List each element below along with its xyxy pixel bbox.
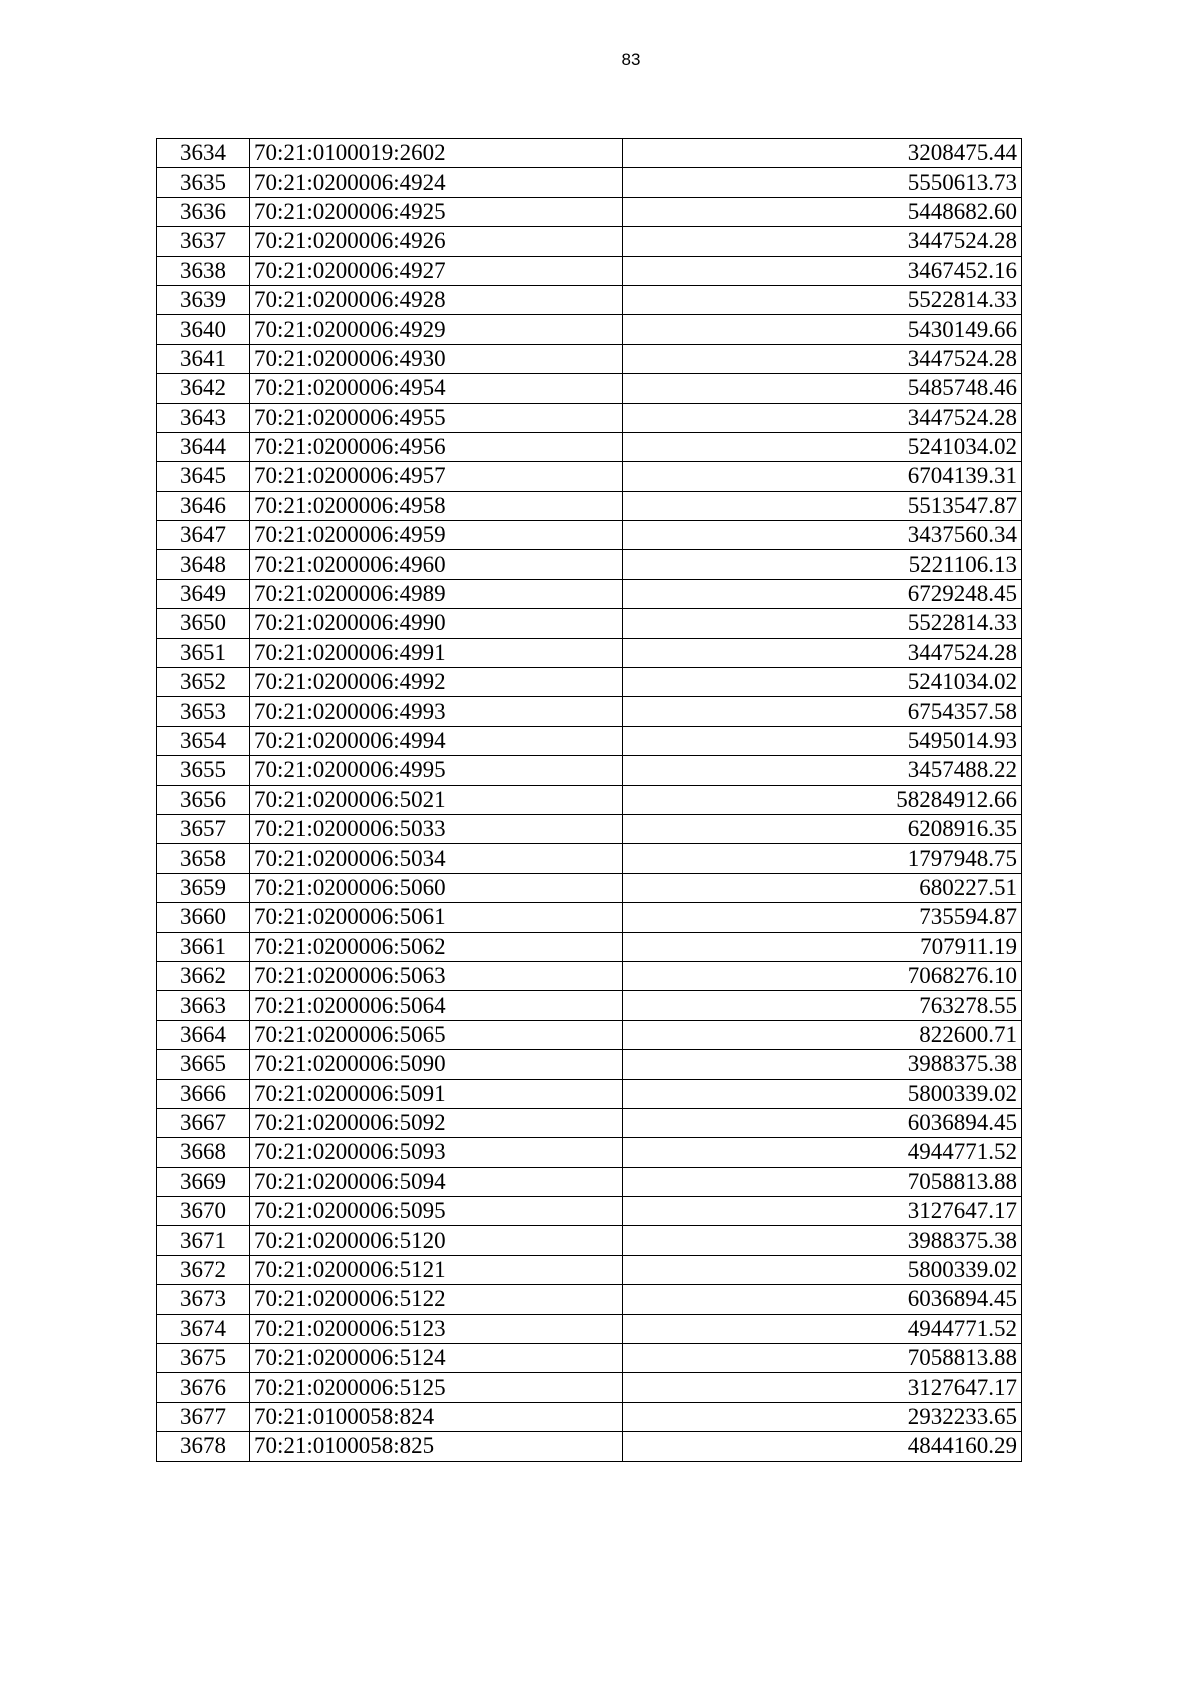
table-row xyxy=(157,491,1022,520)
row-number-cell: 3660 xyxy=(157,903,250,932)
table-row xyxy=(157,1373,1022,1402)
cadastral-value-cell: 5800339.02 xyxy=(623,1079,1022,1108)
cadastral-number-cell: 70:21:0200006:5090 xyxy=(250,1050,623,1079)
table-row xyxy=(157,285,1022,314)
table-row xyxy=(157,844,1022,873)
table-row xyxy=(157,139,1022,168)
cadastral-number-cell: 70:21:0200006:4925 xyxy=(250,197,623,226)
cadastral-value-cell: 3467452.16 xyxy=(623,256,1022,285)
cadastral-value-cell: 5430149.66 xyxy=(623,315,1022,344)
table-row xyxy=(157,756,1022,785)
cadastral-value-cell: 4844160.29 xyxy=(623,1432,1022,1461)
table-row xyxy=(157,1108,1022,1137)
row-number-cell: 3677 xyxy=(157,1402,250,1431)
table-row xyxy=(157,873,1022,902)
row-number-cell: 3670 xyxy=(157,1197,250,1226)
table-row xyxy=(157,1314,1022,1343)
table-row xyxy=(157,168,1022,197)
cadastral-number-cell: 70:21:0200006:5033 xyxy=(250,814,623,843)
cadastral-value-cell: 5522814.33 xyxy=(623,285,1022,314)
table-row xyxy=(157,814,1022,843)
row-number-cell: 3672 xyxy=(157,1255,250,1284)
row-number-cell: 3644 xyxy=(157,432,250,461)
cadastral-number-cell: 70:21:0200006:4928 xyxy=(250,285,623,314)
cadastral-value-cell: 5800339.02 xyxy=(623,1255,1022,1284)
row-number-cell: 3665 xyxy=(157,1050,250,1079)
row-number-cell: 3645 xyxy=(157,462,250,491)
cadastral-value-cell: 6036894.45 xyxy=(623,1285,1022,1314)
cadastral-value-cell: 3127647.17 xyxy=(623,1197,1022,1226)
table-row xyxy=(157,1432,1022,1461)
row-number-cell: 3663 xyxy=(157,991,250,1020)
table-row xyxy=(157,1138,1022,1167)
table-row xyxy=(157,726,1022,755)
table-row xyxy=(157,1020,1022,1049)
cadastral-value-cell: 5550613.73 xyxy=(623,168,1022,197)
cadastral-number-cell: 70:21:0200006:4995 xyxy=(250,756,623,785)
table-row xyxy=(157,344,1022,373)
table-row xyxy=(157,1079,1022,1108)
cadastral-value-cell: 1797948.75 xyxy=(623,844,1022,873)
cadastral-value-cell: 5221106.13 xyxy=(623,550,1022,579)
cadastral-value-cell: 5513547.87 xyxy=(623,491,1022,520)
cadastral-number-cell: 70:21:0200006:4959 xyxy=(250,521,623,550)
row-number-cell: 3676 xyxy=(157,1373,250,1402)
table-row xyxy=(157,462,1022,491)
row-number-cell: 3647 xyxy=(157,521,250,550)
cadastral-number-cell: 70:21:0200006:4993 xyxy=(250,697,623,726)
cadastral-number-cell: 70:21:0200006:4989 xyxy=(250,579,623,608)
row-number-cell: 3650 xyxy=(157,609,250,638)
table-row xyxy=(157,432,1022,461)
table-row xyxy=(157,1344,1022,1373)
cadastral-number-cell: 70:21:0200006:5021 xyxy=(250,785,623,814)
cadastral-number-cell: 70:21:0200006:4924 xyxy=(250,168,623,197)
table-row xyxy=(157,932,1022,961)
cadastral-number-cell: 70:21:0200006:4958 xyxy=(250,491,623,520)
table-row xyxy=(157,403,1022,432)
cadastral-value-cell: 822600.71 xyxy=(623,1020,1022,1049)
cadastral-value-cell: 3988375.38 xyxy=(623,1226,1022,1255)
row-number-cell: 3658 xyxy=(157,844,250,873)
cadastral-number-cell: 70:21:0200006:4926 xyxy=(250,227,623,256)
cadastral-number-cell: 70:21:0200006:4930 xyxy=(250,344,623,373)
cadastral-value-cell: 6704139.31 xyxy=(623,462,1022,491)
table-row xyxy=(157,227,1022,256)
row-number-cell: 3671 xyxy=(157,1226,250,1255)
table-row xyxy=(157,1050,1022,1079)
cadastral-number-cell: 70:21:0200006:5065 xyxy=(250,1020,623,1049)
cadastral-value-cell: 680227.51 xyxy=(623,873,1022,902)
cadastral-number-cell: 70:21:0200006:4927 xyxy=(250,256,623,285)
cadastral-value-cell: 3988375.38 xyxy=(623,1050,1022,1079)
cadastral-number-cell: 70:21:0200006:5061 xyxy=(250,903,623,932)
row-number-cell: 3673 xyxy=(157,1285,250,1314)
cadastral-number-cell: 70:21:0200006:5095 xyxy=(250,1197,623,1226)
row-number-cell: 3662 xyxy=(157,961,250,990)
cadastral-number-cell: 70:21:0200006:4990 xyxy=(250,609,623,638)
row-number-cell: 3674 xyxy=(157,1314,250,1343)
cadastral-number-cell: 70:21:0200006:5062 xyxy=(250,932,623,961)
table-row xyxy=(157,961,1022,990)
row-number-cell: 3654 xyxy=(157,726,250,755)
table-row xyxy=(157,1255,1022,1284)
row-number-cell: 3656 xyxy=(157,785,250,814)
cadastral-value-cell: 3437560.34 xyxy=(623,521,1022,550)
cadastral-value-cell: 5241034.02 xyxy=(623,432,1022,461)
row-number-cell: 3648 xyxy=(157,550,250,579)
cadastral-number-cell: 70:21:0200006:5093 xyxy=(250,1138,623,1167)
cadastral-number-cell: 70:21:0200006:4956 xyxy=(250,432,623,461)
row-number-cell: 3653 xyxy=(157,697,250,726)
cadastral-value-cell: 6208916.35 xyxy=(623,814,1022,843)
table-row xyxy=(157,668,1022,697)
cadastral-number-cell: 70:21:0200006:5094 xyxy=(250,1167,623,1196)
cadastral-number-cell: 70:21:0200006:5063 xyxy=(250,961,623,990)
cadastral-value-cell: 735594.87 xyxy=(623,903,1022,932)
cadastral-number-cell: 70:21:0200006:5092 xyxy=(250,1108,623,1137)
cadastral-value-cell: 7058813.88 xyxy=(623,1344,1022,1373)
cadastral-number-cell: 70:21:0200006:5123 xyxy=(250,1314,623,1343)
cadastral-number-cell: 70:21:0200006:5124 xyxy=(250,1344,623,1373)
cadastral-value-cell: 4944771.52 xyxy=(623,1138,1022,1167)
table-body xyxy=(157,139,1022,1462)
row-number-cell: 3652 xyxy=(157,668,250,697)
row-number-cell: 3634 xyxy=(157,139,250,168)
row-number-cell: 3651 xyxy=(157,638,250,667)
cadastral-number-cell: 70:21:0200006:4955 xyxy=(250,403,623,432)
table-row xyxy=(157,1226,1022,1255)
row-number-cell: 3637 xyxy=(157,227,250,256)
cadastral-value-cell: 3447524.28 xyxy=(623,403,1022,432)
table-row xyxy=(157,785,1022,814)
row-number-cell: 3638 xyxy=(157,256,250,285)
cadastral-value-cell: 3127647.17 xyxy=(623,1373,1022,1402)
cadastral-value-cell: 3447524.28 xyxy=(623,638,1022,667)
row-number-cell: 3659 xyxy=(157,873,250,902)
row-number-cell: 3666 xyxy=(157,1079,250,1108)
cadastral-value-cell: 5448682.60 xyxy=(623,197,1022,226)
cadastral-number-cell: 70:21:0200006:5091 xyxy=(250,1079,623,1108)
cadastral-value-cell: 3447524.28 xyxy=(623,227,1022,256)
cadastral-number-cell: 70:21:0100019:2602 xyxy=(250,139,623,168)
cadastral-value-cell: 3208475.44 xyxy=(623,139,1022,168)
cadastral-value-cell: 3457488.22 xyxy=(623,756,1022,785)
row-number-cell: 3639 xyxy=(157,285,250,314)
cadastral-number-cell: 70:21:0200006:5125 xyxy=(250,1373,623,1402)
row-number-cell: 3657 xyxy=(157,814,250,843)
cadastral-number-cell: 70:21:0200006:4929 xyxy=(250,315,623,344)
cadastral-value-cell: 707911.19 xyxy=(623,932,1022,961)
row-number-cell: 3667 xyxy=(157,1108,250,1137)
table-row xyxy=(157,256,1022,285)
row-number-cell: 3678 xyxy=(157,1432,250,1461)
cadastral-number-cell: 70:21:0200006:4994 xyxy=(250,726,623,755)
table-row xyxy=(157,991,1022,1020)
cadastral-value-table xyxy=(156,138,1022,1462)
table-row xyxy=(157,1197,1022,1226)
row-number-cell: 3668 xyxy=(157,1138,250,1167)
row-number-cell: 3640 xyxy=(157,315,250,344)
cadastral-value-cell: 4944771.52 xyxy=(623,1314,1022,1343)
cadastral-value-cell: 7058813.88 xyxy=(623,1167,1022,1196)
table-row xyxy=(157,1402,1022,1431)
row-number-cell: 3635 xyxy=(157,168,250,197)
cadastral-number-cell: 70:21:0200006:5120 xyxy=(250,1226,623,1255)
cadastral-value-cell: 763278.55 xyxy=(623,991,1022,1020)
cadastral-number-cell: 70:21:0200006:5034 xyxy=(250,844,623,873)
table-row xyxy=(157,1167,1022,1196)
row-number-cell: 3641 xyxy=(157,344,250,373)
table-row xyxy=(157,609,1022,638)
cadastral-number-cell: 70:21:0200006:5064 xyxy=(250,991,623,1020)
cadastral-value-cell: 5495014.93 xyxy=(623,726,1022,755)
cadastral-number-cell: 70:21:0200006:5121 xyxy=(250,1255,623,1284)
row-number-cell: 3649 xyxy=(157,579,250,608)
cadastral-number-cell: 70:21:0200006:4957 xyxy=(250,462,623,491)
cadastral-value-cell: 6036894.45 xyxy=(623,1108,1022,1137)
cadastral-number-cell: 70:21:0200006:5122 xyxy=(250,1285,623,1314)
cadastral-value-cell: 5522814.33 xyxy=(623,609,1022,638)
cadastral-value-cell: 3447524.28 xyxy=(623,344,1022,373)
row-number-cell: 3655 xyxy=(157,756,250,785)
cadastral-number-cell: 70:21:0200006:4992 xyxy=(250,668,623,697)
row-number-cell: 3675 xyxy=(157,1344,250,1373)
table-row xyxy=(157,697,1022,726)
table-row xyxy=(157,638,1022,667)
row-number-cell: 3661 xyxy=(157,932,250,961)
cadastral-value-cell: 6754357.58 xyxy=(623,697,1022,726)
row-number-cell: 3664 xyxy=(157,1020,250,1049)
cadastral-value-cell: 7068276.10 xyxy=(623,961,1022,990)
cadastral-value-cell: 6729248.45 xyxy=(623,579,1022,608)
table-row xyxy=(157,579,1022,608)
row-number-cell: 3646 xyxy=(157,491,250,520)
table-row xyxy=(157,1285,1022,1314)
cadastral-number-cell: 70:21:0200006:4954 xyxy=(250,374,623,403)
cadastral-value-cell: 2932233.65 xyxy=(623,1402,1022,1431)
row-number-cell: 3636 xyxy=(157,197,250,226)
table-row xyxy=(157,197,1022,226)
cadastral-value-cell: 58284912.66 xyxy=(623,785,1022,814)
cadastral-number-cell: 70:21:0200006:5060 xyxy=(250,873,623,902)
row-number-cell: 3669 xyxy=(157,1167,250,1196)
table-row xyxy=(157,550,1022,579)
table-row xyxy=(157,374,1022,403)
cadastral-number-cell: 70:21:0100058:824 xyxy=(250,1402,623,1431)
cadastral-value-cell: 5485748.46 xyxy=(623,374,1022,403)
table-row xyxy=(157,315,1022,344)
page-number: 83 xyxy=(621,50,641,69)
cadastral-number-cell: 70:21:0100058:825 xyxy=(250,1432,623,1461)
cadastral-number-cell: 70:21:0200006:4960 xyxy=(250,550,623,579)
cadastral-number-cell: 70:21:0200006:4991 xyxy=(250,638,623,667)
table-row xyxy=(157,521,1022,550)
cadastral-value-cell: 5241034.02 xyxy=(623,668,1022,697)
row-number-cell: 3643 xyxy=(157,403,250,432)
row-number-cell: 3642 xyxy=(157,374,250,403)
table-row xyxy=(157,903,1022,932)
